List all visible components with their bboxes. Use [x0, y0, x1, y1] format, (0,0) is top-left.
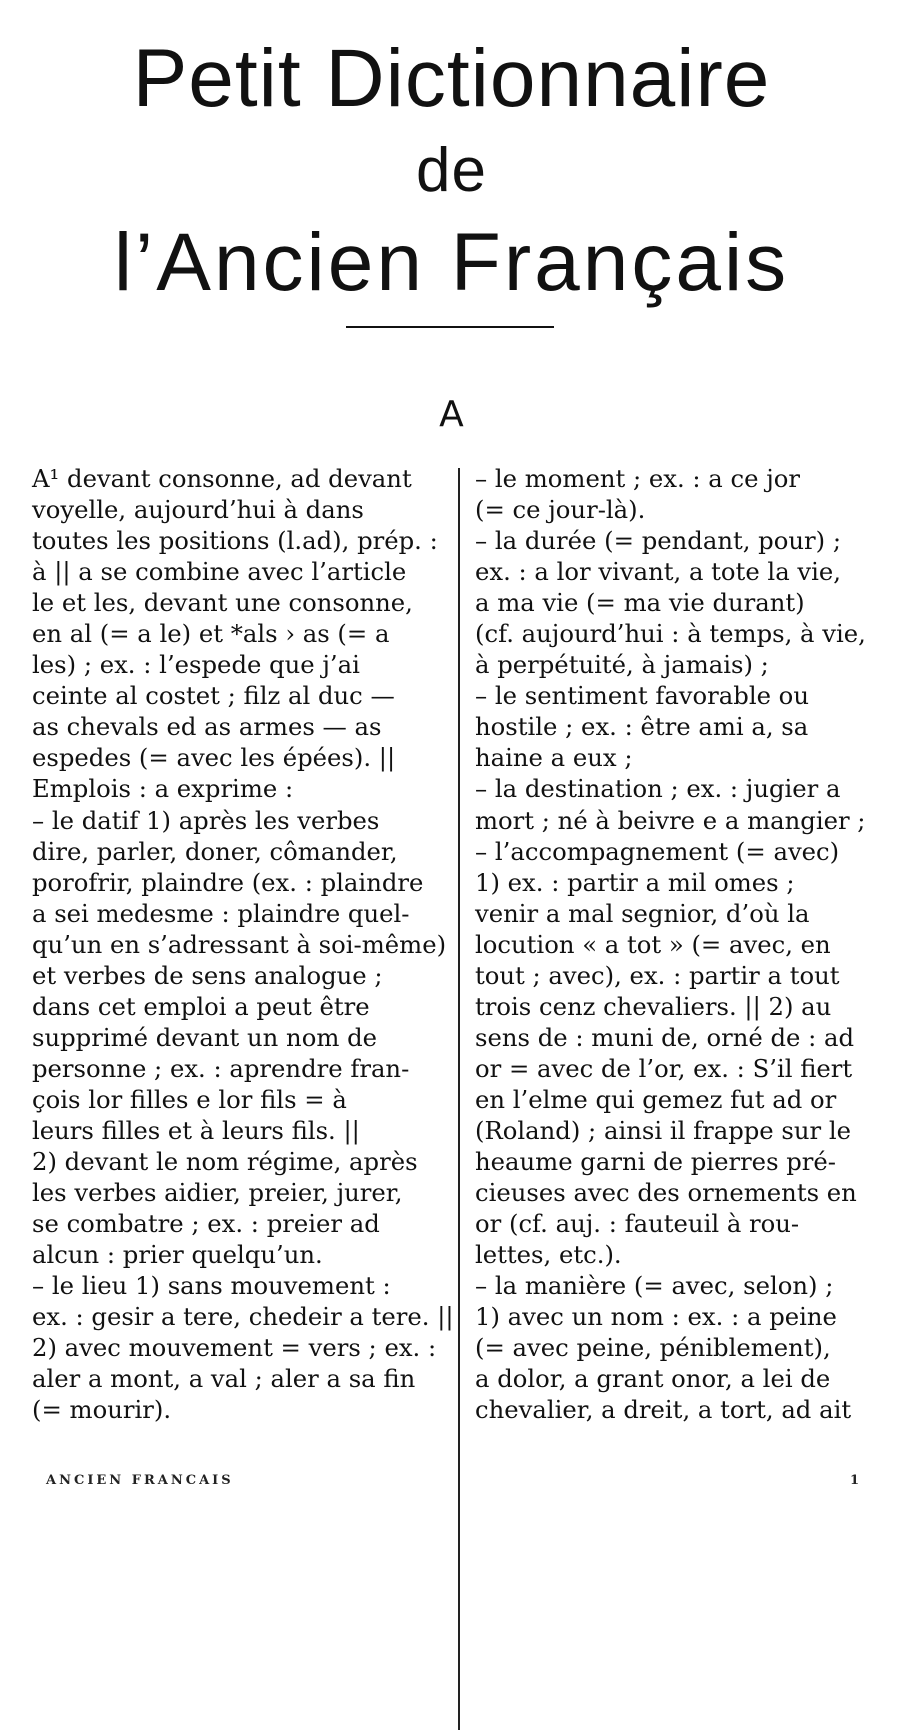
right-line: – la destination ; ex. : jugier a: [475, 774, 841, 804]
left-line: alcun : prier quelqu’un.: [32, 1240, 323, 1270]
left-line: A¹ devant consonne, ad devant: [32, 464, 412, 493]
left-line: espedes (= avec les épées). ||: [32, 743, 396, 773]
right-line: tout ; avec), ex. : partir a tout: [475, 960, 840, 990]
left-line: ex. : gesir a tere, chedeir a tere. ||: [32, 1302, 454, 1332]
left-line: les verbes aidier, preier, jurer,: [32, 1178, 403, 1208]
right-line: venir a mal segnior, d’où la: [475, 898, 810, 928]
right-line: cieuses avec des ornements en: [475, 1178, 857, 1208]
right-line: 1) ex. : partir a mil omes ;: [475, 867, 795, 897]
left-line: et verbes de sens analogue ;: [32, 960, 383, 990]
left-line: personne ; ex. : aprendre fran-: [32, 1053, 410, 1083]
left-line: aler a mont, a val ; aler a sa fin: [32, 1364, 416, 1394]
right-line: sens de : muni de, orné de : ad: [475, 1022, 855, 1052]
left-line: le et les, devant une consonne,: [32, 588, 413, 618]
left-line: 2) avec mouvement = vers ; ex. :: [32, 1333, 437, 1363]
right-line: hostile ; ex. : être ami a, sa: [475, 712, 809, 742]
left-line: ceinte al costet ; filz al duc —: [32, 681, 395, 711]
title-rule: [346, 326, 554, 328]
right-line: or = avec de l’or, ex. : S’il fiert: [475, 1053, 853, 1083]
right-line: mort ; né à beivre e a mangier ;: [475, 805, 866, 835]
right-line: heaume garni de pierres pré-: [475, 1147, 837, 1177]
left-line: toutes les positions (l.ad), prép. :: [32, 526, 438, 556]
right-line: lettes, etc.).: [475, 1240, 622, 1270]
title-line-3: l’Ancien Français: [113, 217, 790, 308]
left-line: en al (= a le) et *als › as (= a: [32, 619, 390, 649]
title-line-2: de: [416, 136, 487, 205]
right-line: chevalier, a dreit, a tort, ad ait: [475, 1395, 852, 1425]
left-line: (= mourir).: [32, 1395, 172, 1425]
right-line: a dolor, a grant onor, a lei de: [475, 1364, 831, 1394]
left-line: a sei medesme : plaindre quel-: [32, 898, 410, 928]
right-line: haine a eux ;: [475, 743, 633, 773]
left-line: çois lor filles e lor fils = à: [32, 1084, 347, 1114]
left-line: se combatre ; ex. : preier ad: [32, 1209, 380, 1239]
section-letter: A: [439, 394, 464, 435]
right-line: – le sentiment favorable ou: [475, 681, 809, 711]
running-footer: ANCIEN FRANCAIS: [46, 1473, 234, 1488]
title-line-1: Petit Dictionnaire: [132, 33, 771, 124]
page-number: 1: [850, 1473, 863, 1488]
right-line: (cf. aujourd’hui : à temps, à vie,: [475, 619, 866, 649]
right-line: 1) avec un nom : ex. : a peine: [475, 1302, 837, 1332]
left-line: qu’un en s’adressant à soi-même): [32, 929, 447, 959]
right-line: a ma vie (= ma vie durant): [475, 588, 805, 618]
right-line: (= avec peine, péniblement),: [475, 1333, 831, 1363]
left-line: – le lieu 1) sans mouvement :: [32, 1271, 391, 1301]
right-line: trois cenz chevaliers. || 2) au: [475, 991, 832, 1021]
left-line: Emplois : a exprime :: [32, 774, 294, 804]
right-line: – la manière (= avec, selon) ;: [475, 1271, 834, 1301]
left-column: [32, 463, 454, 1425]
right-line: (Roland) ; ainsi il frappe sur le: [475, 1115, 852, 1145]
left-line: supprimé devant un nom de: [32, 1022, 378, 1052]
right-line: – le moment ; ex. : a ce jor: [475, 464, 801, 493]
column-divider: [458, 468, 460, 1730]
left-line: – le datif 1) après les verbes: [32, 805, 380, 835]
left-line: voyelle, aujourd’hui à dans: [32, 495, 364, 525]
right-line: locution « a tot » (= avec, en: [475, 929, 831, 959]
right-column: [475, 463, 885, 1425]
left-line: as chevals ed as armes — as: [32, 712, 382, 742]
right-line: – l’accompagnement (= avec): [475, 836, 840, 866]
left-line: porofrir, plaindre (ex. : plaindre: [32, 867, 424, 897]
right-line: ex. : a lor vivant, a tote la vie,: [475, 557, 841, 587]
left-line: dire, parler, doner, cômander,: [32, 836, 398, 866]
right-line: en l’elme qui gemez fut ad or: [475, 1084, 837, 1114]
right-line: or (cf. auj. : fauteuil à rou-: [475, 1209, 800, 1239]
left-line: 2) devant le nom régime, après: [32, 1147, 418, 1177]
right-line: (= ce jour-là).: [475, 495, 646, 525]
left-line: à || a se combine avec l’article: [32, 557, 407, 587]
left-line: leurs filles et à leurs fils. ||: [32, 1115, 360, 1145]
right-line: – la durée (= pendant, pour) ;: [475, 526, 842, 556]
right-line: à perpétuité, à jamais) ;: [475, 650, 769, 680]
left-line: dans cet emploi a peut être: [32, 991, 370, 1021]
left-line: les) ; ex. : l’espede que j’ai: [32, 650, 360, 680]
